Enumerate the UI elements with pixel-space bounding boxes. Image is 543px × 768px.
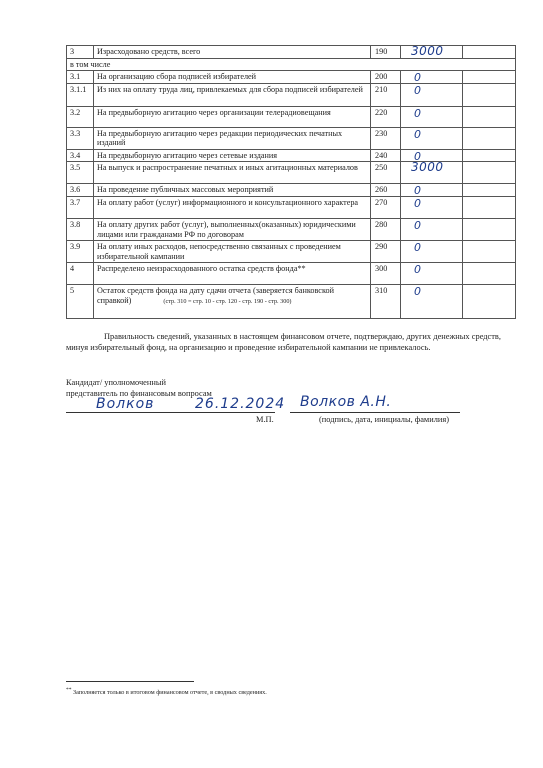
table-row: [67, 184, 516, 197]
candidate-label-line2: представитель по финансовым вопросам: [66, 389, 212, 398]
row-empty-cell: [463, 71, 516, 84]
handwritten-name: Волков А.Н.: [300, 394, 392, 410]
handwritten-value: 0: [414, 184, 422, 197]
row-subheading: в том числе: [67, 58, 516, 71]
handwritten-value: 0: [414, 197, 422, 210]
certification-text: Правильность сведений, указанных в настоящем финансовом отчете, подтверждаю, других денежных средств, минуя избирательный фонд, на организацию и проведение избирательной кампании не привлекалось.: [66, 332, 501, 352]
table-row: [67, 285, 516, 319]
table-row: [67, 106, 516, 127]
row-code: 250: [371, 162, 401, 184]
row-description-text: На выпуск и распространение печатных и иных агитационных материалов: [97, 163, 358, 172]
row-description-text: На организацию сбора подписей избирателей: [97, 72, 257, 81]
row-description-text: На предвыборную агитацию через сетевые издания: [97, 150, 278, 160]
handwritten-value: 0: [414, 263, 422, 276]
handwritten-value: 0: [414, 149, 422, 163]
row-description: [94, 285, 371, 319]
row-code: 220: [371, 106, 401, 127]
row-code: 230: [371, 127, 401, 149]
row-description-text: Остаток средств фонда на дату сдачи отчета (заверяется банковской справкой): [97, 286, 334, 305]
row-value-cell: [401, 127, 463, 149]
table-row: [67, 46, 516, 59]
table-row: [67, 197, 516, 219]
row-description: [94, 127, 371, 149]
table-row: [67, 241, 516, 263]
row-number: 3.1.1: [67, 83, 94, 106]
row-empty-cell: [463, 46, 516, 59]
row-value-cell: [401, 71, 463, 84]
footnote: [66, 686, 267, 697]
row-empty-cell: [463, 83, 516, 106]
row-description-text: На проведение публичных массовых мероприятий: [97, 185, 274, 194]
row-number: 3.9: [67, 241, 94, 263]
row-empty-cell: [463, 127, 516, 149]
row-number: 3.5: [67, 162, 94, 184]
table-row: [67, 71, 516, 84]
row-description: [94, 197, 371, 219]
row-code: 280: [371, 219, 401, 241]
handwritten-value: 3000: [411, 160, 444, 174]
mp-label: М.П.: [256, 415, 274, 424]
row-note: (стр. 310 = стр. 10 - стр. 120 - стр. 190 - стр. 300): [163, 297, 292, 305]
signature-caption: (подпись, дата, инициалы, фамилия): [319, 415, 450, 424]
footnote-mark: **: [66, 687, 72, 693]
handwritten-signature: Волков: [96, 396, 155, 412]
row-code: 210: [371, 83, 401, 106]
row-value-cell: [401, 106, 463, 127]
row-empty-cell: [463, 263, 516, 285]
handwritten-value: 0: [414, 127, 422, 141]
row-code: 260: [371, 184, 401, 197]
signature-line: [66, 412, 275, 413]
row-number: 3.1: [67, 71, 94, 84]
handwritten-value: 0: [414, 285, 422, 298]
row-description-text: Распределено неизрасходованного остатка средств фонда**: [97, 264, 306, 273]
row-number: 3.6: [67, 184, 94, 197]
row-code: 300: [371, 263, 401, 285]
row-number: 4: [67, 263, 94, 285]
row-description: [94, 71, 371, 84]
table-row: [67, 149, 516, 162]
row-description-text: На предвыборную агитацию через редакции периодических печатных изданий: [97, 128, 343, 147]
row-code: 200: [371, 71, 401, 84]
row-number: 3.4: [67, 149, 94, 162]
row-number: 3: [67, 46, 94, 59]
financial-report-table: [66, 45, 516, 319]
handwritten-value: 3000: [411, 44, 444, 58]
row-code: 310: [371, 285, 401, 319]
handwritten-date: 26.12.2024: [195, 396, 286, 412]
handwritten-value: 0: [414, 71, 422, 84]
row-description-text: Из них на оплату труда лиц, привлекаемых для сбора подписей избирателей: [97, 84, 363, 94]
handwritten-value: 0: [414, 219, 422, 232]
table-row: [67, 162, 516, 184]
row-code: 270: [371, 197, 401, 219]
table-row: [67, 219, 516, 241]
row-value-cell: [401, 83, 463, 106]
row-number: 3.3: [67, 127, 94, 149]
row-description: [94, 219, 371, 241]
row-code: 190: [371, 46, 401, 59]
row-value-cell: [401, 184, 463, 197]
row-value-cell: [401, 263, 463, 285]
row-value-cell: [401, 46, 463, 59]
row-value-cell: [401, 241, 463, 263]
row-empty-cell: [463, 149, 516, 162]
row-description: [94, 184, 371, 197]
footnote-divider: [66, 681, 194, 682]
row-description: [94, 106, 371, 127]
row-number: 3.7: [67, 197, 94, 219]
signature-line-2: [290, 412, 460, 413]
row-description: [94, 162, 371, 184]
row-description-text: Израсходовано средств, всего: [97, 47, 201, 56]
row-description: [94, 241, 371, 263]
table-row: [67, 127, 516, 149]
row-number: 5: [67, 285, 94, 319]
row-value-cell: [401, 162, 463, 184]
table-row: [67, 263, 516, 285]
row-empty-cell: [463, 197, 516, 219]
handwritten-value: 0: [414, 83, 422, 97]
row-empty-cell: [463, 219, 516, 241]
row-value-cell: [401, 197, 463, 219]
candidate-label-line1: Кандидат/ уполномоченный: [66, 378, 166, 387]
handwritten-value: 0: [414, 106, 422, 120]
row-description-text: На предвыборную агитацию через организации телерадиовещания: [97, 107, 331, 117]
row-description-text: На оплату работ (услуг) информационного и консультационного характера: [97, 198, 359, 207]
handwritten-value: 0: [414, 241, 422, 254]
row-empty-cell: [463, 106, 516, 127]
row-code: 240: [371, 149, 401, 162]
row-description-text: На оплату иных расходов, непосредственно связанных с проведением избирательной кампании: [97, 242, 341, 261]
row-description: [94, 149, 371, 162]
row-code: 290: [371, 241, 401, 263]
row-empty-cell: [463, 241, 516, 263]
footnote-text: Заполняется только в итоговом финансовом отчете, в сводных сведениях.: [73, 689, 267, 697]
row-description: [94, 83, 371, 106]
row-value-cell: [401, 219, 463, 241]
table-row: [67, 83, 516, 106]
row-value-cell: [401, 285, 463, 319]
row-empty-cell: [463, 285, 516, 319]
row-number: 3.2: [67, 106, 94, 127]
row-description: [94, 263, 371, 285]
row-number: 3.8: [67, 219, 94, 241]
row-description-text: На оплату других работ (услуг), выполненных(оказанных) юридическими лицами или гражданами РФ по договорам: [97, 220, 356, 239]
row-description: [94, 46, 371, 59]
row-empty-cell: [463, 162, 516, 184]
table-row: [67, 58, 516, 71]
row-empty-cell: [463, 184, 516, 197]
